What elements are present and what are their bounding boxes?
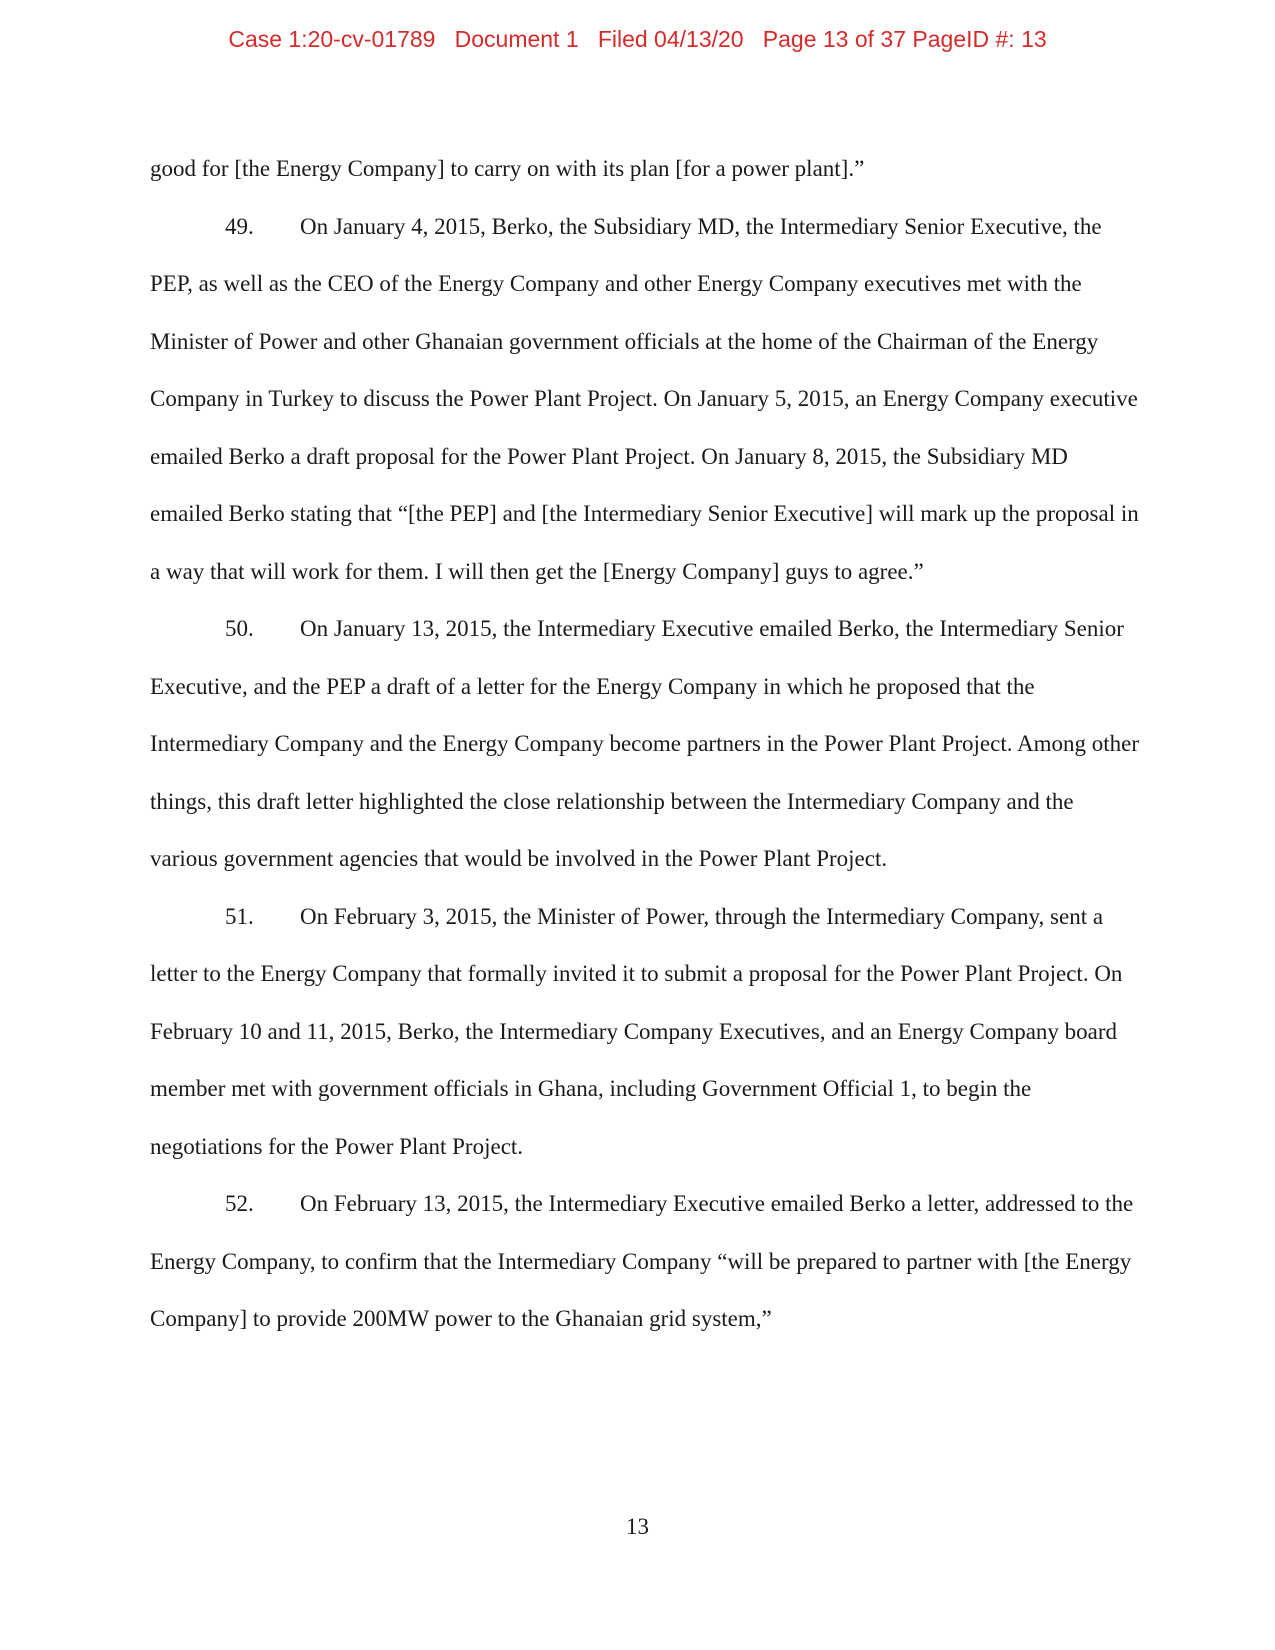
paragraph-number: 52.: [225, 1191, 254, 1216]
document-body: [150, 140, 1140, 1348]
document-number: Document 1: [454, 26, 579, 52]
case-header: [0, 26, 1275, 53]
page-number: 13: [626, 1514, 649, 1539]
paragraph-text: On February 13, 2015, the Intermediary Executive emailed Berko a letter, addressed to the Energy Company, to confirm that the Intermediary Company “will be prepared to partner with [the Energy Company] to provide 200MW power to the Ghanaian grid system,”: [150, 1191, 1134, 1331]
page-info: Page 13 of 37 PageID #: 13: [762, 26, 1047, 52]
paragraph-text: On January 13, 2015, the Intermediary Executive emailed Berko, the Intermediary Senior Executive, and the PEP a draft of a letter for the Energy Company in which he proposed that the Intermediary Company and the Energy Company become partners in the Power Plant Project. Among other things, this draft letter highlighted the close relationship between the Intermediary Company and the various government agencies that would be involved in the Power Plant Project.: [150, 616, 1139, 871]
paragraph-number: 49.: [225, 213, 254, 239]
paragraph-51: [150, 888, 1140, 1176]
paragraph-49: [150, 198, 1140, 601]
paragraph-text: On January 4, 2015, Berko, the Subsidiary MD, the Intermediary Senior Executive, the PEP, as well as the CEO of the Energy Company and other Energy Company executives met with the Minister of Power and other Ghanaian government officials at the home of the Chairman of the Energy Company in Turkey to discuss the Power Plant Project. On January 5, 2015, an Energy Company executive emailed Berko a draft proposal for the Power Plant Project. On January 8, 2015, the Subsidiary MD emailed Berko stating that “[the PEP] and [the Intermediary Senior Executive] will mark up the proposal in a way that will work for them. I will then get the [Energy Company] guys to agree.”: [150, 213, 1139, 584]
paragraph-number: 50.: [225, 616, 254, 641]
paragraph-52: [150, 1175, 1140, 1348]
paragraph-50: [150, 600, 1140, 888]
paragraph-number: 51.: [225, 903, 254, 929]
continuation-text: good for [the Energy Company] to carry on with its plan [for a power plant].”: [150, 156, 865, 181]
case-number: Case 1:20-cv-01789: [228, 26, 436, 52]
filed-date: Filed 04/13/20: [597, 26, 744, 52]
paragraph-text: On February 3, 2015, the Minister of Power, through the Intermediary Company, sent a letter to the Energy Company that formally invited it to submit a proposal for the Power Plant Project. On February 10 and 11, 2015, Berko, the Intermediary Company Executives, and an Energy Company board member met with government officials in Ghana, including Government Official 1, to begin the negotiations for the Power Plant Project.: [150, 903, 1123, 1159]
